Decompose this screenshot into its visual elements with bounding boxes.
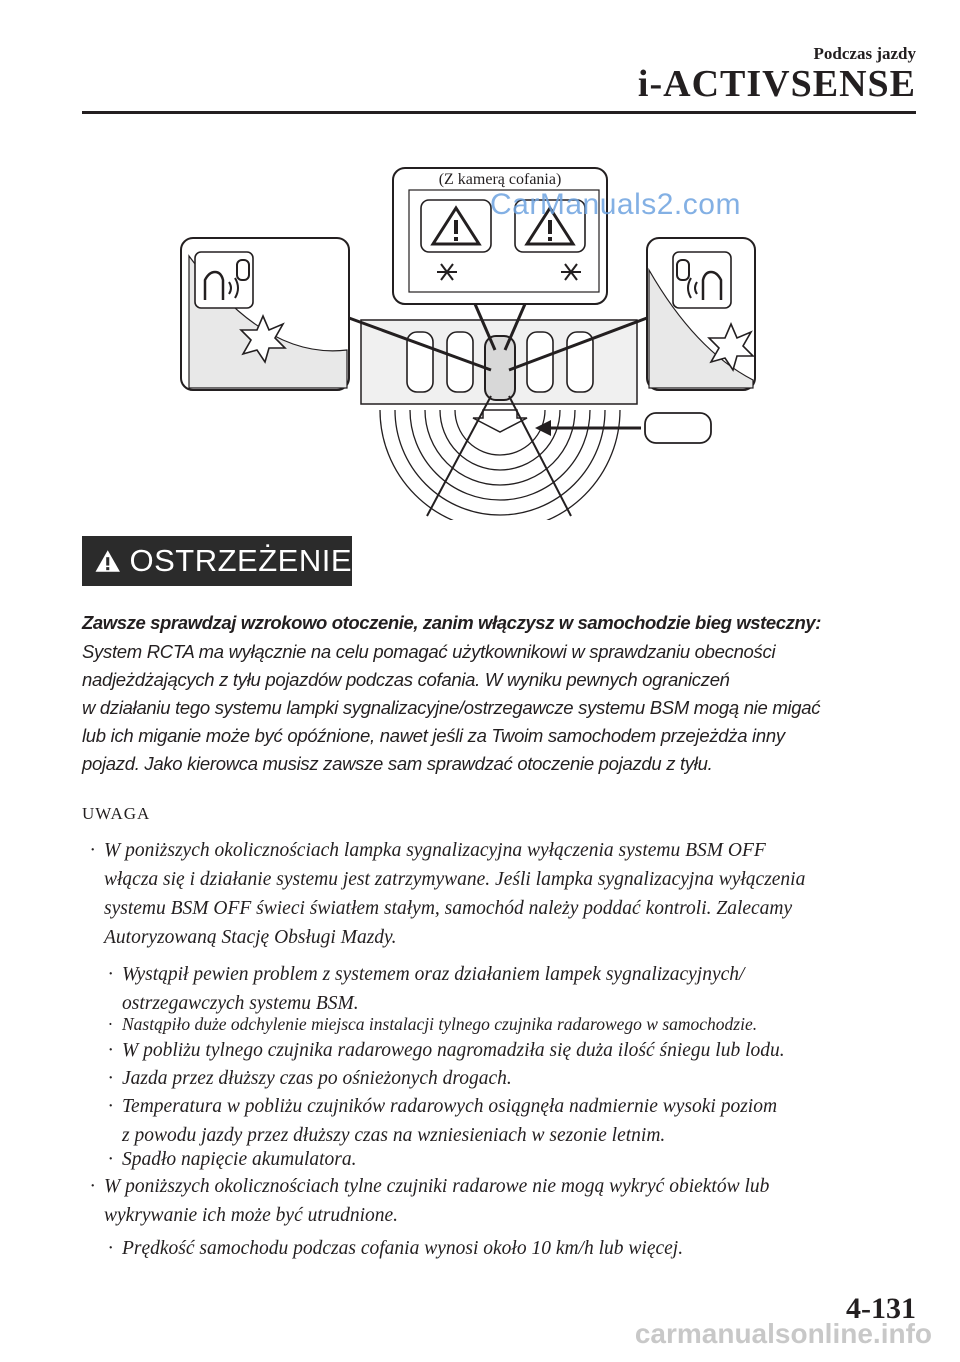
sub-line: z powodu jazdy przez dłuższy czas na wzniesieniach w sezonie letnim. xyxy=(122,1125,666,1146)
sub-line: W pobliżu tylnego czujnika radarowego nagromadziła się duża ilość śniegu lub lodu. xyxy=(122,1040,785,1061)
bsm-icon-right xyxy=(673,252,731,308)
sub-item xyxy=(108,1234,922,1263)
bullet: · xyxy=(108,1238,113,1259)
sub-line: Spadło napięcie akumulatora. xyxy=(122,1149,357,1170)
sub-line: Prędkość samochodu podczas cofania wynosi około 10 km/h lub więcej. xyxy=(122,1238,684,1259)
chapter-title: i-ACTIVSENSE xyxy=(637,63,916,105)
warning-line: lub ich miganie może być opóźnione, nawet jeśli za Twoim samochodem przejeżdża inny xyxy=(82,725,785,746)
warning-body xyxy=(82,638,922,778)
warning-triangle-icon xyxy=(94,545,121,577)
warning-title: OSTRZEŻENIE xyxy=(129,543,352,578)
bullet: · xyxy=(90,840,95,861)
warning-heading: Zawsze sprawdzaj wzrokowo otoczenie, zanim włączysz w samochodzie bieg wsteczny: xyxy=(82,612,822,633)
sub-item xyxy=(108,1092,922,1150)
note-line: W poniższych okolicznościach lampka sygnalizacyjna wyłączenia systemu BSM OFF xyxy=(104,840,766,861)
sub-line: Temperatura w pobliżu czujników radarowych osiągnęła nadmiernie wysoki poziom xyxy=(122,1096,778,1117)
approaching-car xyxy=(645,413,711,443)
note-line: Autoryzowaną Stację Obsługi Mazdy. xyxy=(104,927,397,948)
note-line: włącza się i działanie systemu jest zatrzymywane. Jeśli lampka sygnalizacyjna wyłączenia xyxy=(104,869,806,890)
bullet: · xyxy=(108,1096,113,1117)
note-line: wykrywanie ich może być utrudnione. xyxy=(104,1205,399,1226)
sub-line: ostrzegawczych systemu BSM. xyxy=(122,993,359,1014)
sub-item xyxy=(108,1064,922,1093)
note-line: systemu BSM OFF świeci światłem stałym, samochód należy poddać kontroli. Zalecamy xyxy=(104,898,793,919)
warning-line: pojazd. Jako kierowca musisz zawsze sam sprawdzać otoczenie pojazdu z tyłu. xyxy=(82,753,713,774)
bullet: · xyxy=(108,1068,113,1089)
header-rule xyxy=(82,111,916,114)
warning-line: System RCTA ma wyłącznie na celu pomagać użytkownikowi w sprawdzaniu obecności xyxy=(82,641,776,662)
watermark: CarManuals2.com xyxy=(490,188,741,221)
camera-label: (Z kamerą cofania) xyxy=(438,171,562,188)
sub-line: Wystąpił pewien problem z systemem oraz działaniem lampek sygnalizacyjnych/ xyxy=(122,964,745,985)
note-item xyxy=(90,1172,922,1230)
bullet: · xyxy=(108,1014,113,1034)
bullet: · xyxy=(108,964,113,985)
sub-line: Jazda przez dłuższy czas po ośnieżonych drogach. xyxy=(122,1068,512,1089)
footer-site: carmanualsonline.info xyxy=(634,1318,932,1349)
sub-line: Nastąpiło duże odchylenie miejsca instalacji tylnego czujnika radarowego w samochodzie. xyxy=(122,1014,758,1034)
warning-banner xyxy=(82,536,352,586)
bsm-icon-left xyxy=(195,252,253,308)
note-item xyxy=(90,836,922,952)
page-number: 4-131 xyxy=(846,1292,916,1325)
bullet: · xyxy=(108,1149,113,1170)
sub-item xyxy=(108,1010,922,1039)
note-line: W poniższych okolicznościach tylne czujniki radarowe nie mogą wykryć obiektów lub xyxy=(104,1176,770,1197)
sub-item xyxy=(108,1145,922,1174)
section-title: Podczas jazdy xyxy=(813,44,916,63)
bullet: · xyxy=(90,1176,95,1197)
sub-item xyxy=(108,1036,922,1065)
warning-line: nadjeżdżających z tyłu pojazdów podczas cofania. W wyniku pewnych ograniczeń xyxy=(82,669,730,690)
warning-line: w działaniu tego systemu lampki sygnalizacyjne/ostrzegawcze systemu BSM mogą nie migać xyxy=(82,697,821,718)
bullet: · xyxy=(108,1040,113,1061)
note-title: UWAGA xyxy=(82,804,151,823)
warning-icon-left xyxy=(421,200,491,252)
